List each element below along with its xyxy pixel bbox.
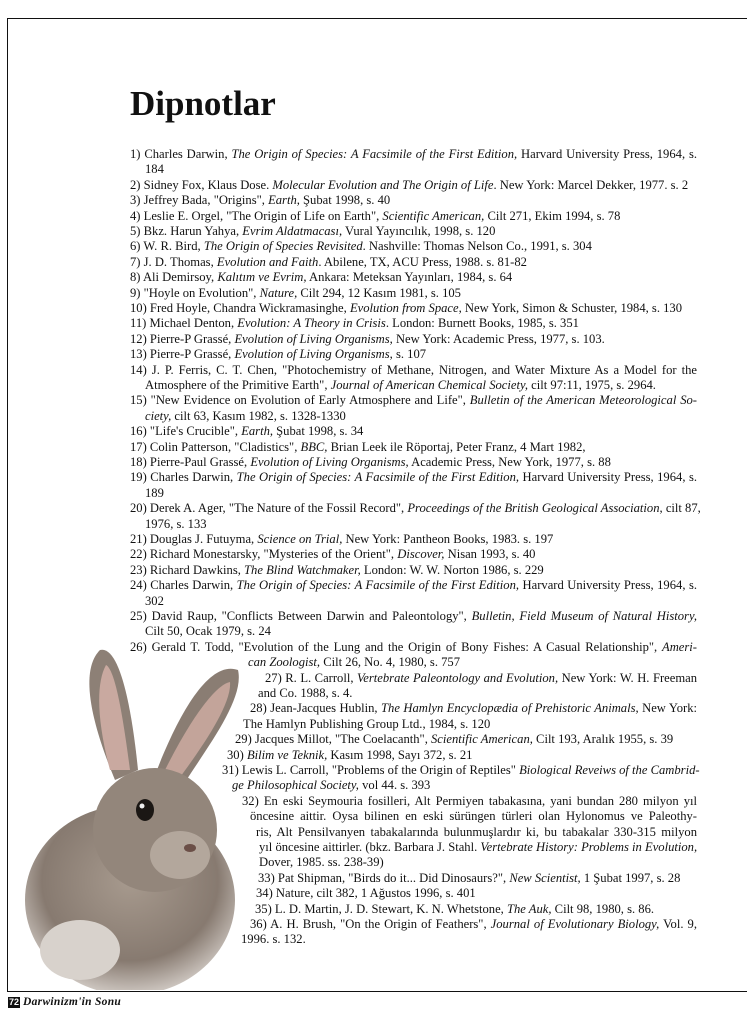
footnote-line xyxy=(130,209,697,224)
citation-title: Vertebrate History: Problems in Evolution, xyxy=(480,840,698,854)
citation-text: 10) Fred Hoyle, Chandra Wickramasinghe, xyxy=(130,301,350,315)
citation-text: Brian Leek ile Röportaj, Peter Franz, 4 Mart 1982, xyxy=(327,439,586,454)
citation-text: 9) "Hoyle on Evolution", xyxy=(130,285,260,300)
footnote-line xyxy=(130,270,697,285)
citation-title: Kalıtım ve Evrim, xyxy=(217,270,307,285)
citation-text: 34) Nature, cilt 382, 1 Ağustos 1996, s. 401 xyxy=(256,886,476,901)
footnote-line xyxy=(130,563,697,578)
citation-text: 19) Charles Darwin, xyxy=(130,470,237,485)
citation-text: 189 xyxy=(145,485,164,500)
footnote-line xyxy=(258,686,697,701)
footnote-line xyxy=(145,409,697,424)
citation-text: yıl öncesine aittirler. (bkz. Barbara J. Stahl. xyxy=(259,840,481,854)
footnote-line xyxy=(250,917,697,932)
citation-title: Scientific American, xyxy=(382,208,485,223)
citation-text: Ankara: Meteksan Yayınları, 1984, s. 64 xyxy=(306,270,513,285)
citation-title: The Hamlyn Encyclopædia of Prehistoric Animals, xyxy=(381,701,639,716)
footnote-line xyxy=(259,855,697,870)
citation-text: Vural Yayıncılık, 1998, s. 120 xyxy=(342,224,496,238)
citation-text: 23) Richard Dawkins, xyxy=(130,562,245,577)
citation-text: Harvard University Press, 1964, s. xyxy=(517,147,698,161)
citation-title: The Blind Watchmaker, xyxy=(244,562,361,577)
citation-text: Vol. 9, xyxy=(659,917,698,931)
citation-text: ris, Alt Pensilvanyen tabakalarında bulunmuşlardır ki, bu tabakalar 330-315 milyon xyxy=(256,824,697,839)
citation-text: Şubat 1998, s. 40 xyxy=(299,193,391,208)
citation-text: New York: Pantheon Books, 1983. s. 197 xyxy=(342,532,554,546)
citation-text: 20) Derek A. Ager, "The Nature of the Fossil Record", xyxy=(130,501,408,516)
citation-text: Nisan 1993, s. 40 xyxy=(444,547,536,562)
footnote-line xyxy=(248,655,697,670)
footnote-line xyxy=(130,640,697,655)
citation-text: Kasım 1998, Sayı 372, s. 21 xyxy=(327,747,473,762)
citation-text: cilt 97:11, 1975, s. 2964. xyxy=(528,378,656,392)
citation-text: 1976, s. 133 xyxy=(145,516,207,531)
citation-title: Journal of American Chemical Society, xyxy=(330,378,529,392)
citation-text: Academic Press, New York, 1977, s. 88 xyxy=(408,455,611,469)
citation-text: 3) Jeffrey Bada, "Origins", xyxy=(130,193,269,208)
citation-text: 29) Jacques Millot, "The Coelacanth", xyxy=(235,732,431,747)
citation-text: . London: Burnett Books, 1985, s. 351 xyxy=(385,316,579,331)
citation-text: Atmosphere of the Primitive Earth", xyxy=(145,378,331,392)
footnote-line xyxy=(130,286,697,301)
footnote-line xyxy=(130,255,697,270)
citation-title: Bulletin of the American Meteorological So- xyxy=(469,393,697,408)
citation-text: Cilt 271, Ekim 1994, s. 78 xyxy=(484,208,621,223)
citation-title: Discover, xyxy=(397,547,445,562)
citation-text: 6) W. R. Bird, xyxy=(130,239,204,254)
footnote-line xyxy=(145,162,697,177)
footnote-line xyxy=(130,178,697,193)
footnote-line xyxy=(145,624,697,639)
citation-text: Dover, 1985. ss. 238-39) xyxy=(259,855,384,870)
citation-text: and Co. 1988, s. 4. xyxy=(258,686,353,700)
footnote-line xyxy=(145,378,697,393)
citation-text: New York, Simon & Schuster, 1984, s. 130 xyxy=(461,301,683,315)
citation-text: 12) Pierre-P Grassé, xyxy=(130,331,235,346)
footnote-line xyxy=(130,316,697,331)
book-title: Darwinizm'in Sonu xyxy=(23,996,122,1008)
citation-title: ge Philosophical Society, xyxy=(232,778,359,793)
citation-title: Evolution of Living Organisms, xyxy=(234,331,393,346)
citation-text: Cilt 50, Ocak 1979, s. 24 xyxy=(145,624,271,639)
citation-text: 21) Douglas J. Futuyma, xyxy=(130,532,258,546)
citation-title: Evolution from Space, xyxy=(349,301,462,315)
footnote-line xyxy=(130,578,697,593)
footnote-line xyxy=(145,517,697,532)
citation-title: The Origin of Species Revisited xyxy=(203,239,363,254)
citation-text: 25) David Raup, "Conflicts Between Darwin and Paleontology", xyxy=(130,609,472,623)
footnote-line xyxy=(255,902,697,917)
footnote-line xyxy=(243,717,697,732)
citation-text: 13) Pierre-P Grassé, xyxy=(130,347,235,362)
citation-text: New York: W. H. Freeman xyxy=(558,670,698,685)
citation-text: Şubat 1998, s. 34 xyxy=(273,424,364,439)
citation-title: Nature, xyxy=(259,285,298,300)
citation-text: 11) Michael Denton, xyxy=(130,316,238,331)
citation-text: 1) Charles Darwin, xyxy=(130,147,232,161)
footnote-line xyxy=(222,763,700,778)
citation-text: 8) Ali Demirsoy, xyxy=(130,270,218,285)
citation-title: Earth, xyxy=(268,193,300,208)
citation-title: Scientific American, xyxy=(431,732,533,747)
citation-text: vol 44. s. 393 xyxy=(358,778,431,793)
footnote-line xyxy=(130,424,697,439)
citation-title: Vertebrate Paleontology and Evolution, xyxy=(357,670,559,685)
footnote-line xyxy=(265,671,697,686)
footnote-line xyxy=(130,224,697,239)
citation-text: 18) Pierre-Paul Grassé, xyxy=(130,455,251,469)
rabbit-image xyxy=(20,630,260,990)
citation-text: 17) Colin Patterson, "Cladistics", xyxy=(130,439,301,454)
footnote-line xyxy=(130,609,697,624)
citation-text: 31) Lewis L. Carroll, "Problems of the Origin of Reptiles" xyxy=(222,763,520,777)
footnote-line xyxy=(258,871,697,886)
citation-title: Evolution of Living Organisms, xyxy=(250,455,409,469)
citation-text: 16) "Life's Crucible", xyxy=(130,424,242,439)
citation-title: Evolution: A Theory in Crisis xyxy=(237,316,386,331)
citation-title: Ameri- xyxy=(662,639,697,654)
footnote-line xyxy=(130,470,697,485)
citation-title: Earth, xyxy=(241,424,274,439)
citation-text: 36) A. H. Brush, "On the Origin of Feathers", xyxy=(250,917,491,931)
footnote-line xyxy=(241,932,697,947)
footnote-line xyxy=(130,193,697,208)
citation-text: New York: xyxy=(638,701,698,716)
citation-text: 302 xyxy=(145,593,164,608)
citation-text: öncesine aittir. Oysa bilinen en eski sürüngen türleri olan Hylonomus ve Paleothy- xyxy=(250,809,697,824)
citation-text: 22) Richard Monestarsky, "Mysteries of the Orient", xyxy=(130,547,398,562)
footnote-line xyxy=(130,332,697,347)
citation-text: 35) L. D. Martin, J. D. Stewart, K. N. Whetstone, xyxy=(255,901,507,916)
citation-text: 7) J. D. Thomas, xyxy=(130,254,217,269)
citation-text: London: W. W. Norton 1986, s. 229 xyxy=(360,562,544,577)
citation-text: 15) "New Evidence on Evolution of Early Atmosphere and Life", xyxy=(130,393,470,408)
citation-title: The Origin of Species: A Facsimile of the First Edition, xyxy=(236,470,520,485)
citation-text: cilt 87, xyxy=(662,501,701,516)
footnote-line xyxy=(130,455,697,470)
footnote-line xyxy=(227,748,697,763)
footnote-line xyxy=(256,825,697,840)
page-footer xyxy=(8,996,121,1008)
footnote-line xyxy=(130,440,697,455)
citation-title: BBC, xyxy=(300,439,328,454)
citation-title: Proceedings of the British Geological Association, xyxy=(407,501,663,516)
citation-text: New York: Academic Press, 1977, s. 103. xyxy=(392,331,605,346)
footnote-line xyxy=(130,501,701,516)
citation-title: ciety, xyxy=(145,408,172,423)
citation-text: . Abilene, TX, ACU Press, 1988. s. 81-82 xyxy=(318,254,527,269)
citation-text: 1 Şubat 1997, s. 28 xyxy=(580,870,681,885)
citation-text: 184 xyxy=(145,162,164,177)
citation-title: Science on Trial, xyxy=(257,532,343,546)
citation-title: Evolution of Living Organisms, xyxy=(234,347,393,362)
footnote-line xyxy=(130,532,697,547)
citation-text: . New York: Marcel Dekker, 1977. s. 2 xyxy=(493,177,689,192)
citation-text: The Hamlyn Publishing Group Ltd., 1984, s. 120 xyxy=(243,716,491,731)
citation-text: 28) Jean-Jacques Hublin, xyxy=(250,701,382,716)
footnote-line xyxy=(242,794,697,809)
citation-text: 32) En eski Seymouria fosilleri, Alt Permiyen tabakasına, yani bundan 280 milyon yıl xyxy=(242,793,697,808)
citation-text: Cilt 26, No. 4, 1980, s. 757 xyxy=(320,655,461,670)
citation-title: can Zoologist, xyxy=(248,655,321,670)
citation-text: Harvard University Press, 1964, s. xyxy=(519,578,697,593)
citation-title: Bulletin, Field Museum of Natural History, xyxy=(471,609,697,623)
citation-title: Journal of Evolutionary Biology, xyxy=(490,917,660,931)
footnote-line xyxy=(235,732,697,747)
footnote-line xyxy=(130,239,697,254)
footnote-line xyxy=(259,840,697,855)
citation-text: 30) xyxy=(227,747,247,762)
citation-text: 24) Charles Darwin, xyxy=(130,578,237,593)
citation-text: 33) Pat Shipman, "Birds do it... Did Dinosaurs?", xyxy=(258,870,510,885)
footnote-line xyxy=(130,301,697,316)
citation-text: 2) Sidney Fox, Klaus Dose. xyxy=(130,177,273,192)
citation-title: Evolution and Faith xyxy=(216,254,319,269)
footnote-line xyxy=(145,486,697,501)
citation-title: The Auk, xyxy=(506,901,552,916)
footnote-line xyxy=(130,147,697,162)
citation-title: Bilim ve Teknik, xyxy=(246,747,328,762)
citation-text: s. 107 xyxy=(392,347,427,362)
citation-title: Biological Reveiws of the Cambrid- xyxy=(519,763,700,777)
citation-text: Cilt 294, 12 Kasım 1981, s. 105 xyxy=(297,285,461,300)
footnote-line xyxy=(256,886,697,901)
citation-text: 27) R. L. Carroll, xyxy=(265,670,357,685)
footnote-line xyxy=(130,393,697,408)
footnote-line xyxy=(250,701,697,716)
citation-text: 14) J. P. Ferris, C. T. Chen, "Photochemistry of Methane, Nitrogen, and Water Mixture As a Model for the xyxy=(130,362,697,377)
citation-text: . Nashville: Thomas Nelson Co., 1991, s. 304 xyxy=(362,239,592,254)
citation-text: Harvard University Press, 1964, s. xyxy=(519,470,697,485)
citation-text: 1996. s. 132. xyxy=(241,932,306,947)
page-title: Dipnotlar xyxy=(130,84,276,123)
footnote-line xyxy=(145,594,697,609)
footnote-line xyxy=(232,778,697,793)
footnote-line xyxy=(130,347,697,362)
citation-title: The Origin of Species: A Facsimile of the First Edition, xyxy=(236,578,520,593)
citation-text: Cilt 98, 1980, s. 86. xyxy=(551,901,655,916)
citation-text: cilt 63, Kasım 1982, s. 1328-1330 xyxy=(171,408,346,423)
footnote-line xyxy=(130,547,697,562)
citation-title: Evrim Aldatmacası, xyxy=(242,224,343,238)
footnote-line xyxy=(130,363,697,378)
citation-text: 5) Bkz. Harun Yahya, xyxy=(130,224,243,238)
footnote-line xyxy=(250,809,697,824)
citation-title: Molecular Evolution and The Origin of Life xyxy=(272,177,494,192)
citation-title: New Scientist, xyxy=(509,870,581,885)
page-number: 72 xyxy=(9,996,20,1007)
citation-title: The Origin of Species: A Facsimile of the First Edition, xyxy=(231,147,518,161)
citation-text: 4) Leslie E. Orgel, "The Origin of Life on Earth", xyxy=(130,208,383,223)
citation-text: Cilt 193, Aralık 1955, s. 39 xyxy=(532,732,674,747)
citation-text: 26) Gerald T. Todd, "Evolution of the Lung and the Origin of Bony Fishes: A Casual Relationship", xyxy=(130,639,663,654)
